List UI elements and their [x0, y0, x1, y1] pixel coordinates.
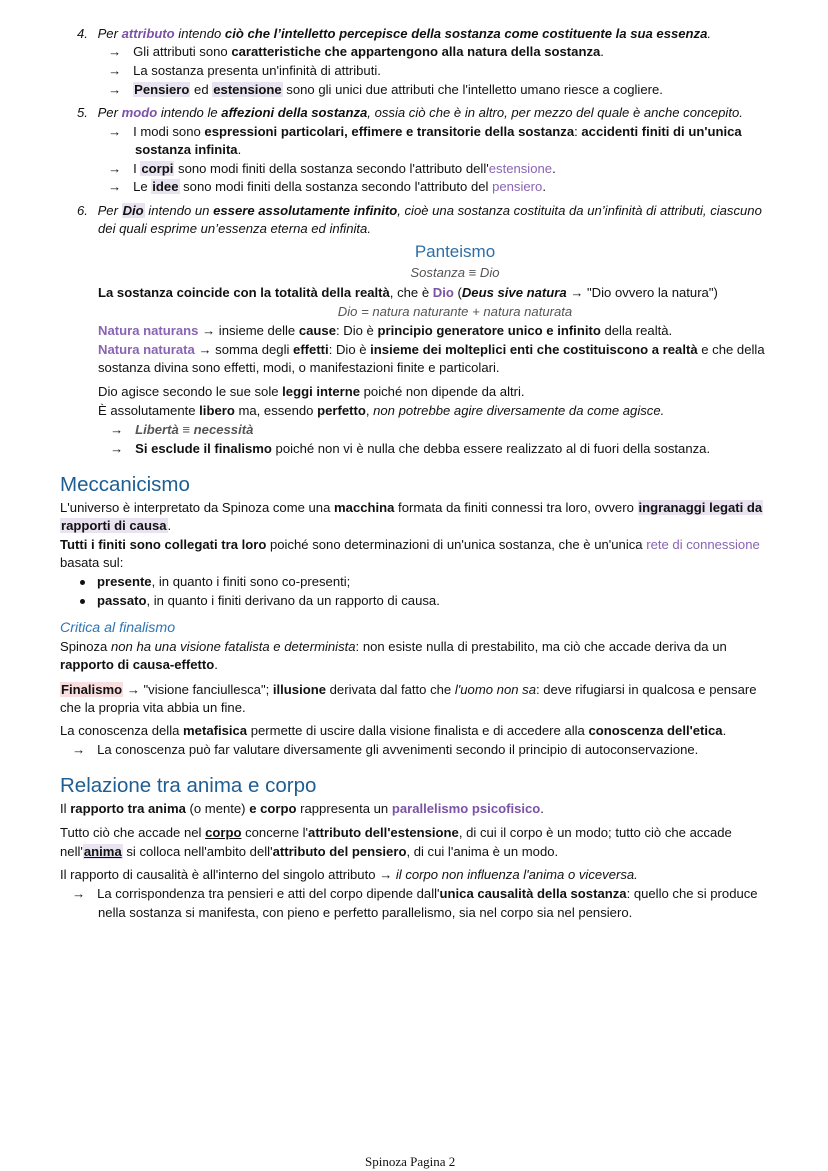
list-subitem: → I modi sono espressioni particolari, effimere e transitorie della sostanza: accidenti finiti di un'unica — [108, 124, 742, 139]
natura-naturata-continued: sostanza divina sono effetti, modi, o manifestazioni finite e particolari. — [98, 360, 500, 375]
relazione-paragraph: Il rapporto di causalità è all'interno del singolo attributo → il corpo non influenza l'anima o viceversa. — [60, 867, 638, 882]
critica-paragraph-continued: che la propria vita abbia un fine. — [60, 700, 246, 715]
bullet-icon — [80, 599, 85, 604]
list-item-6: 6. Per Dio intendo un essere assolutamente infinito, cioè una sostanza costituita da un’infinità di attributi, ciascuno — [77, 203, 762, 218]
meccanicismo-paragraph-continued: basata sul: — [60, 555, 124, 570]
panteismo-subitem: → Si esclude il finalismo poiché non vi è nulla che debba essere realizzato al di fuori della sostanza. — [110, 441, 711, 456]
list-subitem: → Pensiero ed estensione sono gli unici due attributi che l'intelletto umano riesce a cogliere. — [108, 82, 663, 97]
bullet-icon — [80, 580, 85, 585]
bullet-item: presente, in quanto i finiti sono co-presenti; — [80, 573, 350, 591]
keyword-modo: modo — [121, 105, 158, 120]
panteismo-subitem: → Libertà ≡ necessità — [110, 422, 254, 437]
section-title-meccanicismo: Meccanicismo — [60, 473, 190, 496]
relazione-paragraph: Il rapporto tra anima (o mente) e corpo rappresenta un parallelismo psicofisico. — [60, 801, 544, 816]
list-subitem: → La sostanza presenta un'infinità di attributi. — [108, 63, 381, 78]
critica-paragraph: La conoscenza della metafisica permette di uscire dalla visione finalista e di accedere alla conoscenza dell'etica. — [60, 723, 727, 738]
arrow-icon: → — [72, 742, 86, 757]
arrow-icon: → — [108, 161, 122, 176]
relazione-subitem: → La corrispondenza tra pensieri e atti del corpo dipende dall'unica causalità della sostanza: quello che si produce — [72, 886, 758, 901]
arrow-icon: → — [108, 124, 122, 139]
critica-paragraph: Finalismo → "visione fanciullesca"; illusione derivata dal fatto che l'uomo non sa: deve rifugiarsi in qualcosa e pensare — [61, 682, 757, 697]
section-title-relazione: Relazione tra anima e corpo — [60, 774, 317, 797]
relazione-paragraph-continued: nell'anima si colloca nell'ambito dell'attributo del pensiero, di cui l'anima è un modo. — [60, 844, 559, 859]
list-item-4: 4. Per attributo intendo ciò che l’intelletto percepisce della sostanza come costituente la sua essenza. — [77, 26, 712, 41]
arrow-icon: → — [110, 422, 124, 437]
critica-paragraph: Spinoza non ha una visione fatalista e determinista: non esiste nulla di prestabilito, ma ciò che accade deriva da un — [60, 639, 727, 654]
panteismo-title: Panteismo — [414, 242, 496, 261]
list-item-6-continued: dei quali esprime un’essenza eterna ed infinita. — [98, 221, 371, 236]
critica-subitem: → La conoscenza può far valutare diversamente gli avvenimenti secondo il principio di autoconservazione. — [72, 742, 699, 757]
page-footer: Spinoza Pagina 2 — [365, 1154, 456, 1169]
arrow-icon: → — [108, 63, 122, 78]
meccanicismo-paragraph-continued: rapporti di causa. — [61, 518, 172, 533]
list-subitem: → Gli attributi sono caratteristiche che appartengono alla natura della sostanza. — [108, 44, 604, 59]
relazione-subitem-continued: nella sostanza si manifesta, con pieno e perfetto parallelismo, sia nel corpo sia nel pensiero. — [98, 905, 633, 920]
equation-natura: Dio = natura naturante + natura naturata — [337, 304, 573, 319]
bullet-item: passato, in quanto i finiti derivano da un rapporto di causa. — [80, 592, 440, 610]
list-item-5: 5. Per modo intendo le affezioni della sostanza, ossia ciò che è in altro, per mezzo del quale è anche concepito. — [77, 105, 743, 120]
arrow-icon: → — [110, 441, 124, 456]
equation-sostanza-dio: Sostanza ≡ Dio — [410, 265, 500, 280]
panteismo-paragraph: La sostanza coincide con la totalità della realtà, che è Dio (Deus sive natura → "Dio ovvero la natura") — [98, 285, 718, 300]
natura-naturata: Natura naturata → somma degli effetti: Dio è insieme dei molteplici enti che costituiscono a realtà e che della — [98, 342, 765, 357]
natura-naturans: Natura naturans → insieme delle cause: Dio è principio generatore unico e infinito della realtà. — [98, 323, 673, 338]
meccanicismo-paragraph: L'universo è interpretato da Spinoza come una macchina formata da finiti connessi tra loro, ovvero ingranaggi legati da — [60, 500, 763, 515]
subsection-title-critica: Critica al finalismo — [60, 620, 176, 636]
meccanicismo-paragraph: Tutti i finiti sono collegati tra loro poiché sono determinazioni di un'unica sostanza, che è un'unica rete di connessione — [60, 537, 760, 552]
arrow-icon: → — [72, 886, 86, 901]
panteismo-paragraph: Dio agisce secondo le sue sole leggi interne poiché non dipende da altri. — [98, 384, 525, 399]
critica-paragraph-continued: rapporto di causa-effetto. — [60, 657, 218, 672]
list-subitem: → I corpi sono modi finiti della sostanza secondo l'attributo dell'estensione. — [108, 161, 556, 176]
list-subitem: → Le idee sono modi finiti della sostanza secondo l'attributo del pensiero. — [108, 179, 546, 194]
arrow-icon: → — [108, 44, 122, 59]
panteismo-paragraph: È assolutamente libero ma, essendo perfetto, non potrebbe agire diversamente da come agisce. — [98, 403, 665, 418]
relazione-paragraph: Tutto ciò che accade nel corpo concerne l'attributo dell'estensione, di cui il corpo è un modo; tutto ciò che accade — [60, 825, 732, 840]
arrow-icon: → — [108, 179, 122, 194]
list-subitem-continued: sostanza infinita. — [135, 142, 242, 157]
arrow-icon: → — [108, 82, 122, 97]
keyword-attributo: attributo — [121, 26, 175, 41]
keyword-dio: Dio — [122, 203, 144, 218]
